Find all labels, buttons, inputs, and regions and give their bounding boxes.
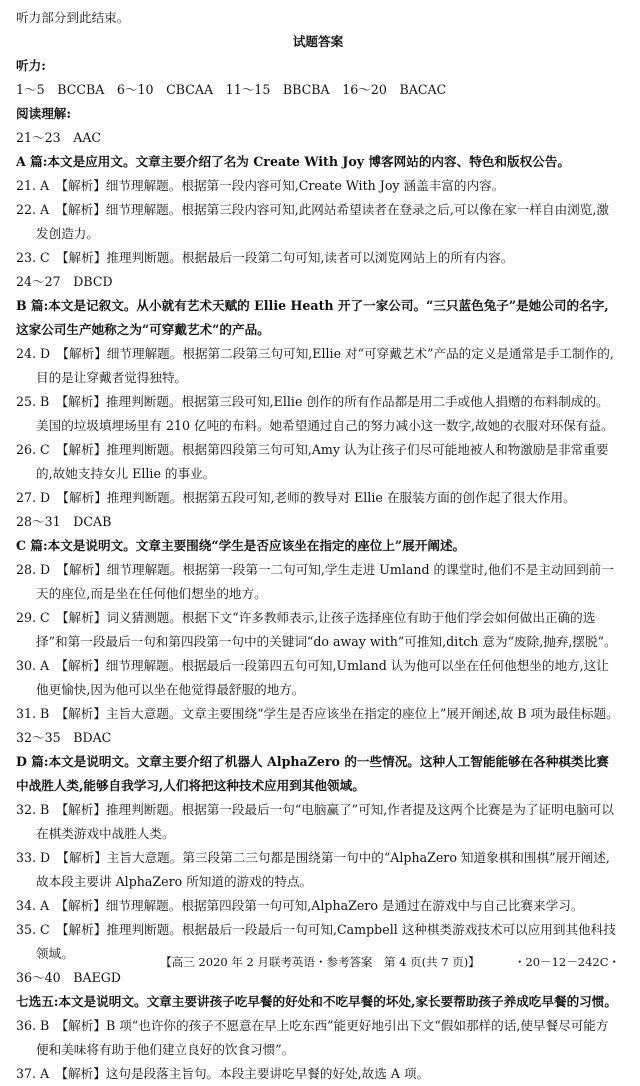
answer-33: 33. D 【解析】主旨大意题。第三段第二三句都是围绕第一句中的“AlphaZero 知道象棋和围棋”展开阐述,故本段主要讲 AlphaZero 所知道的游戏的特点。 — [16, 850, 610, 889]
answer-21: 21. A 【解析】细节理解题。根据第一段内容可知,Create With Joy 涵盖丰富的内容。 — [16, 178, 505, 193]
section-b-summary: B 篇:本文是记叙文。从小就有艺术天赋的 Ellie Heath 开了一家公司。“三只蓝色兔子”是她公司的名字,这家公司生产她称之为“可穿戴艺术”的产品。 — [16, 298, 609, 337]
page-title: 试题答案 — [292, 34, 344, 49]
answer-36: 36. B 【解析】B 项“也许你的孩子不愿意在早上吃东西”能更好地引出下文“假如那样的话,使早餐尽可能方便和美味将有助于他们建立良好的饮食习惯”。 — [16, 1018, 609, 1057]
listening-answers: 1～5 BCCBA 6～10 CBCAA 11～15 BBCBA 16～20 BACAC — [16, 82, 447, 97]
section-c-summary: C 篇:本文是说明文。文章主要围绕“学生是否应该坐在指定的座位上”展开阐述。 — [16, 538, 466, 553]
answer-34: 34. A 【解析】细节理解题。根据第四段第一句可知,AlphaZero 是通过在游戏中与自己比赛来学习。 — [16, 898, 584, 913]
answer-31: 31. B 【解析】主旨大意题。文章主要围绕“学生是否应该坐在指定的座位上”展开阐述,故 B 项为最佳标题。 — [16, 706, 619, 721]
section-a-summary: A 篇:本文是应用文。文章主要介绍了名为 Create With Joy 博客网站的内容、特色和版权公告。 — [16, 154, 570, 169]
answer-32: 32. B 【解析】推理判断题。根据第一段最后一句“电脑赢了”可知,作者提及这两个比赛是为了证明电脑可以在棋类游戏中战胜人类。 — [16, 802, 614, 841]
answer-25: 25. B 【解析】推理判断题。根据第三段可知,Ellie 创作的所有作品都是用二手或他人捐赠的布料制成的。美国的垃圾填埋场里有 210 亿吨的布料。她希望通过自己的努力减小这一数字,故她的衣服对环保有益。 — [16, 394, 614, 433]
reading-heading: 阅读理解: — [16, 106, 72, 121]
answer-28: 28. D 【解析】细节理解题。根据第一段第一二句可知,学生走进 Umland 的课堂时,他们不是主动回到前一天的座位,而是坐在任何他们想坐的地方。 — [16, 562, 614, 601]
section-b-range: 24～27 DBCD — [16, 274, 113, 289]
section-e-summary: 七选五:本文是说明文。文章主要讲孩子吃早餐的好处和不吃早餐的坏处,家长要帮助孩子养成吃早餐的习惯。 — [16, 994, 617, 1009]
listening-heading: 听力: — [16, 58, 46, 73]
answer-22: 22. A 【解析】细节理解题。根据第三段内容可知,此网站希望读者在登录之后,可以像在家一样自由浏览,激发创造力。 — [16, 202, 609, 241]
answer-35: 35. C 【解析】推理判断题。根据最后一段最后一句可知,Campbell 这种棋类游戏技术可以应用到其他科技领域。 — [16, 922, 616, 961]
answer-30: 30. A 【解析】细节理解题。根据最后一段第四五句可知,Umland 认为他可以坐在任何他想坐的地方,这让他更愉快,因为他可以坐在他觉得最舒服的地方。 — [16, 658, 609, 697]
answer-29: 29. C 【解析】词义猜测题。根据下文“许多教师表示,让孩子选择座位有助于他们学会如何做出正确的选择”和第一段最后一句和第四段第一句中的关键词“do away with”可推知,ditch 意为“废除,抛弃,摆脱”。 — [16, 610, 617, 649]
footer-exam-code: ・20－12－242C・ — [513, 955, 620, 969]
footer-page-info: 【高三 2020 年 2 月联考英语・参考答案 第 4 页(共 7 页)】 — [160, 955, 480, 969]
intro-line: 听力部分到此结束。 — [16, 10, 130, 25]
answer-37: 37. A 【解析】这句是段落主旨句。本段主要讲吃早餐的好处,故选 A 项。 — [16, 1066, 430, 1081]
answer-27: 27. D 【解析】推理判断题。根据第五段可知,老师的教导对 Ellie 在服装方面的创作起了很大作用。 — [16, 490, 576, 505]
section-a-range: 21～23 AAC — [16, 130, 102, 145]
section-c-range: 28～31 DCAB — [16, 514, 112, 529]
answer-24: 24. D 【解析】细节理解题。根据第二段第三句可知,Ellie 对“可穿戴艺术”产品的定义是通常是手工制作的,目的是让穿戴者觉得独特。 — [16, 346, 614, 385]
answer-23: 23. C 【解析】推理判断题。根据最后一段第二句可知,读者可以浏览网站上的所有内容。 — [16, 250, 514, 265]
section-e-range: 36～40 BAEGD — [16, 970, 121, 985]
section-d-summary: D 篇:本文是说明文。文章主要介绍了机器人 AlphaZero 的一些情况。这种人工智能能够在各种棋类比赛中战胜人类,能够自我学习,人们将把这种技术应用到其他领域。 — [16, 754, 609, 793]
section-d-range: 32～35 BDAC — [16, 730, 112, 745]
answer-26: 26. C 【解析】推理判断题。根据第四段第三句可知,Amy 认为让孩子们尽可能地被人和物激励是非常重要的,故她支持女儿 Ellie 的事业。 — [16, 442, 609, 481]
